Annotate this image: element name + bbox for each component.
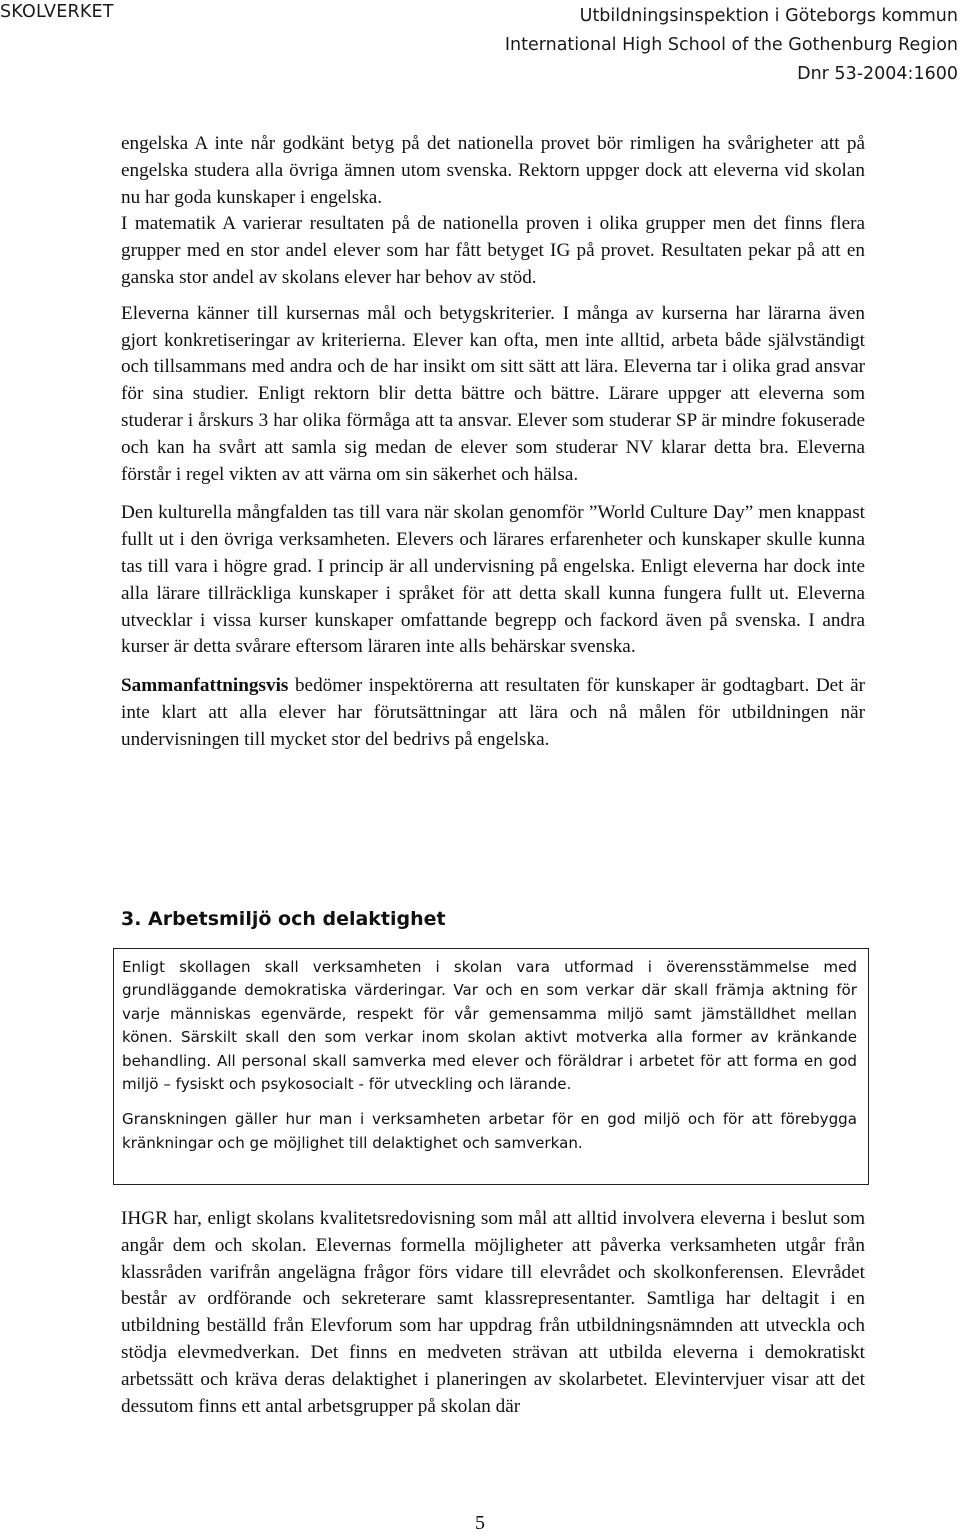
section-heading: 3. Arbetsmiljö och delaktighet <box>121 908 446 930</box>
paragraph-math: I matematik A varierar resultaten på de nationella proven i olika grupper men det finns flera grupper med en stor andel elever som har fått betyget IG på provet. Resultaten pekar på att en ganska stor andel av skolans elever har behov av stöd. <box>121 213 865 288</box>
header-line-2: International High School of the Gothenburg Region <box>504 35 958 55</box>
summary-text: bedömer inspektörerna att resultaten för kunskaper är godtagbart. Det är inte klart att alla elever har förutsättningar att lära och nå målen för utbildningen när undervisningen till mycket stor del bedrivs på engelska. <box>121 675 865 750</box>
header-org: SKOLVERKET <box>0 2 114 22</box>
summary-lead: Sammanfattningsvis <box>121 675 289 697</box>
info-box <box>113 948 869 1185</box>
info-box-paragraph-2: Granskningen gäller hur man i verksamheten arbetar för en god miljö och för att förebygga kränkningar och ge möjlighet till delaktighet och samverkan. <box>122 1110 857 1152</box>
page-header <box>0 0 960 90</box>
info-box-paragraph-1: Enligt skollagen skall verksamheten i skolan vara utformad i överensstämmelse med grundläggande demokratiska värderingar. Var och en som verkar där skall främja aktning för varje människas egenvärde, respekt för vår gemensamma miljö samt jämställdhet mellan könen. Särskilt skall den som verkar inom skolan aktivt motverka alla former av kränkande behandling. All personal skall samverka med elever och föräldrar i arbetet för att forma en god miljö – fysiskt och psykosocialt - för utveckling och lärande. <box>122 958 857 1094</box>
paragraph-culture: Den kulturella mångfalden tas till vara när skolan genomför ”World Culture Day” men knappast fullt ut i den övriga verksamheten. Elevers och lärares erfarenheter och kunskaper skulle kunna tas till vara i högre grad. I princip är all undervisning på engelska. Enligt eleverna har dock inte alla lärare tillräckliga kunskaper i språket för att detta skall kunna fungera fullt ut. Eleverna utvecklar i vissa kurser kunskaper omfattande begrepp och fackord även på svenska. I andra kurser är detta svårare eftersom läraren inte alls behärskar svenska. <box>121 502 865 658</box>
paragraph-goals: Eleverna känner till kursernas mål och betygskriterier. I många av kurserna har lärarna även gjort konkretiseringar av kriterierna. Elever kan ofta, men inte alltid, arbeta både självständigt och tillsammans med andra och de har insikt om sitt sätt att lära. Eleverna tar i olika grad ansvar för sina studier. Enligt rektorn blir detta bättre och bättre. Lärare uppger att eleverna som studerar i årskurs 3 har olika förmåga att ta ansvar. Elever som studerar SP är mindre fokuserade och kan ha svårt att samla sig medan de elever som studerar NV klarar detta bra. Eleverna förstår i regel vikten av att värna om sin säkerhet och hälsa. <box>121 302 865 485</box>
header-meta <box>505 2 958 89</box>
main-text-bottom <box>121 1206 865 1420</box>
paragraph-summary <box>121 673 865 753</box>
header-line-1: Utbildningsinspektion i Göteborgs kommun <box>579 6 958 26</box>
paragraph-ihgr: IHGR har, enligt skolans kvalitetsredovisning som mål att alltid involvera eleverna i beslut som angår dem och skolan. Elevernas formella möjligheter att påverka verksamheten utgår från klassråden varifrån angelägna frågor förs vidare till elevrådet och skolkonferensen. Elevrådet består av ordförande och sekreterare samt klassrepresentanter. Samtliga har deltagit i en utbildning beställd från Elevforum som har uppdrag från utbildningsnämnden att utveckla och stödja elevmedverkan. Det finns en medveten strävan att utbilda eleverna i demokratiskt arbetssätt och kräva deras delaktighet i planeringen av skolarbetet. Elevintervjuer visar att det dessutom finns ett antal arbetsgrupper på skolan där <box>121 1208 865 1417</box>
header-line-3: Dnr 53-2004:1600 <box>797 64 958 84</box>
main-text-top <box>121 131 865 754</box>
paragraph-english: engelska A inte når godkänt betyg på det nationella provet bör rimligen ha svårigheter att på engelska studera alla övriga ämnen utom svenska. Rektorn uppger dock att eleverna vid skolan nu har goda kunskaper i engelska. <box>121 133 865 208</box>
page-number: 5 <box>475 1512 485 1534</box>
